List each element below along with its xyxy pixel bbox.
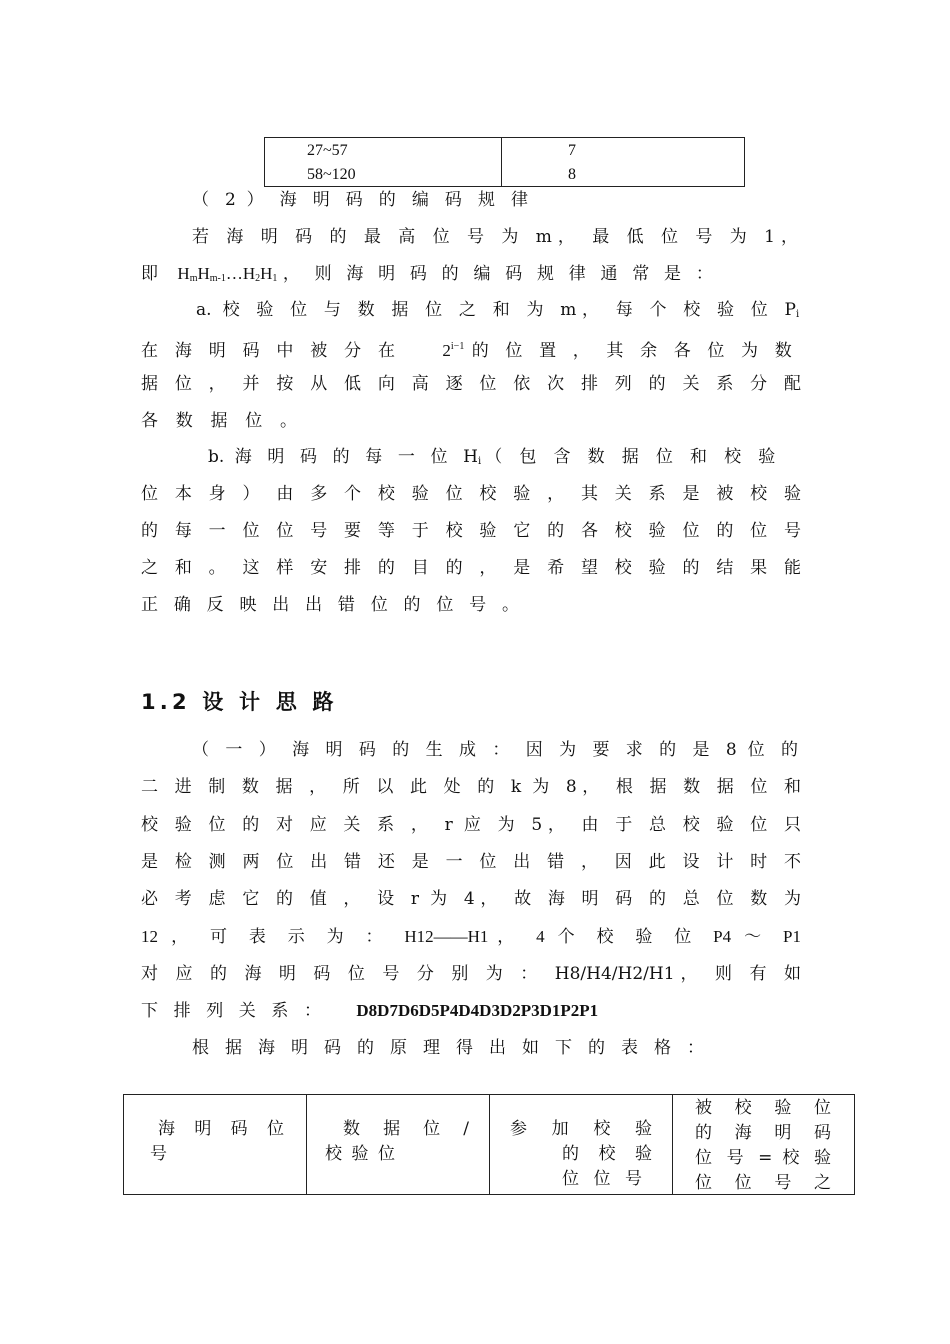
header-check-l1: 参 加 校 验 [510,1119,652,1139]
table-header-cell-position [124,1095,307,1194]
rule-line-2-rest: ， 则 海 明 码 的 编 码 规 律 通 常 是 ： [282,264,713,284]
header-type-l2: 校 验 位 [325,1144,395,1164]
header-position-l1: 海 明 码 位 [158,1119,284,1139]
bits-table [264,137,745,187]
design-line-3: 校 验 位 的 对 应 关 系 ， r 应 为 5， 由 于 总 校 验 位 只 [141,815,801,835]
design-line-1: （ 一 ） 海 明 码 的 生 成 ： 因 为 要 求 的 是 8 位 的 [192,740,798,760]
design-line-5: 必 考 虑 它 的 值 ， 设 r 为 4， 故 海 明 码 的 总 位 数 为 [141,889,801,909]
para-b-line-5: 正 确 反 映 出 出 错 位 的 位 号 。 [141,595,519,615]
table-header-cell-checked [673,1095,854,1194]
formula-h: H [197,264,210,283]
hamming-position-table [123,1094,855,1195]
formula-h: H [177,264,190,283]
para-a-line-1 [196,299,808,326]
para-a-line-2-pre: 在 海 明 码 中 被 分 在 [141,341,395,361]
bits-table-value-1: 7 [568,142,576,159]
formula-sub-2: 2 [255,273,261,284]
power-expression [442,341,464,360]
header-checked-l4: 位 位 号 之 [695,1173,831,1193]
header-type-l1: 数 据 位 / [343,1119,469,1139]
para-a-line-2-post: 的 位 置 ， 其 余 各 位 为 数 [471,341,792,361]
power-exponent: i−1 [450,341,465,352]
design-line-9: 根 据 海 明 码 的 原 理 得 出 如 下 的 表 格 ： [192,1038,704,1058]
formula-h: H [260,264,273,283]
para-a-line-3: 据 位 ， 并 按 从 低 向 高 逐 位 依 次 排 列 的 关 系 分 配 [141,374,801,394]
para-b-line-1-pre: b. 海 明 码 的 每 一 位 H [208,447,478,467]
para-b-line-2: 位 本 身 ） 由 多 个 校 验 位 校 验 ， 其 关 系 是 被 校 验 [141,484,801,504]
bits-table-value-2: 8 [568,166,576,183]
para-a-line-1-text: a. 校 验 位 与 数 据 位 之 和 为 m， 每 个 校 验 位 P [196,300,796,320]
header-checked-l2: 的 海 明 码 [695,1123,831,1143]
formula-sub-1: 1 [272,273,278,284]
para-b-sub-i: i [478,456,482,467]
header-check-l3: 位 位 号 [562,1169,642,1189]
header-checked-l1: 被 校 验 位 [695,1098,831,1118]
rule-line-2-prefix: 即 [141,264,158,284]
bits-table-range-2: 58~120 [307,166,356,183]
para-b-line-4: 之 和 。 这 样 安 排 的 目 的 ， 是 希 望 校 验 的 结 果 能 [141,558,801,578]
section-2-title: （ 2 ） 海 明 码 的 编 码 规 律 [192,190,528,210]
bits-table-range-1: 27~57 [307,142,348,159]
bit-arrangement: D8D7D6D5P4D4D3D2P3D1P2P1 [356,1001,599,1020]
formula-sub-m1: m-1 [209,273,226,284]
power-base: 2 [442,341,451,360]
design-line-8-pre: 下 排 列 关 系 ： [141,1001,321,1021]
design-line-2: 二 进 制 数 据 ， 所 以 此 处 的 k 为 8， 根 据 数 据 位 和 [141,777,801,797]
rule-line-2 [141,263,801,290]
para-a-line-2 [141,336,801,362]
hamming-formula [177,264,277,283]
design-line-4: 是 检 测 两 位 出 错 还 是 一 位 出 错 ， 因 此 设 计 时 不 [141,852,801,872]
header-checked-l3: 位 号 = 校 验 [695,1148,831,1168]
header-check-l2: 的 校 验 [562,1144,652,1164]
para-b-line-1 [208,446,800,473]
para-b-line-3: 的 每 一 位 位 号 要 等 于 校 验 它 的 各 校 验 位 的 位 号 [141,521,801,541]
bits-table-col-range [265,138,502,186]
para-a-sub-i: i [796,309,800,320]
design-line-7: 对 应 的 海 明 码 位 号 分 别 为 ： H8/H4/H2/H1， 则 有 如 [141,964,801,984]
table-header-cell-check-bits [490,1095,673,1194]
para-b-line-1-post: （ 包 含 数 据 位 和 校 验 [485,447,776,467]
para-a-line-4: 各 数 据 位 。 [141,411,297,431]
formula-ellipsis-h: …H [225,264,256,283]
table-header-cell-type [307,1095,490,1194]
rule-line-1: 若 海 明 码 的 最 高 位 号 为 m， 最 低 位 号 为 1， [192,227,798,247]
header-position-l2: 号 [150,1144,167,1164]
design-line-6: 12 ， 可 表 示 为 ： H12——H1， 4 个 校 验 位 P4 ～ P1 [141,927,801,946]
design-line-8 [141,1000,801,1022]
section-heading-1-2: 1.2 设 计 思 路 [141,690,338,714]
formula-sub-m: m [189,273,198,284]
